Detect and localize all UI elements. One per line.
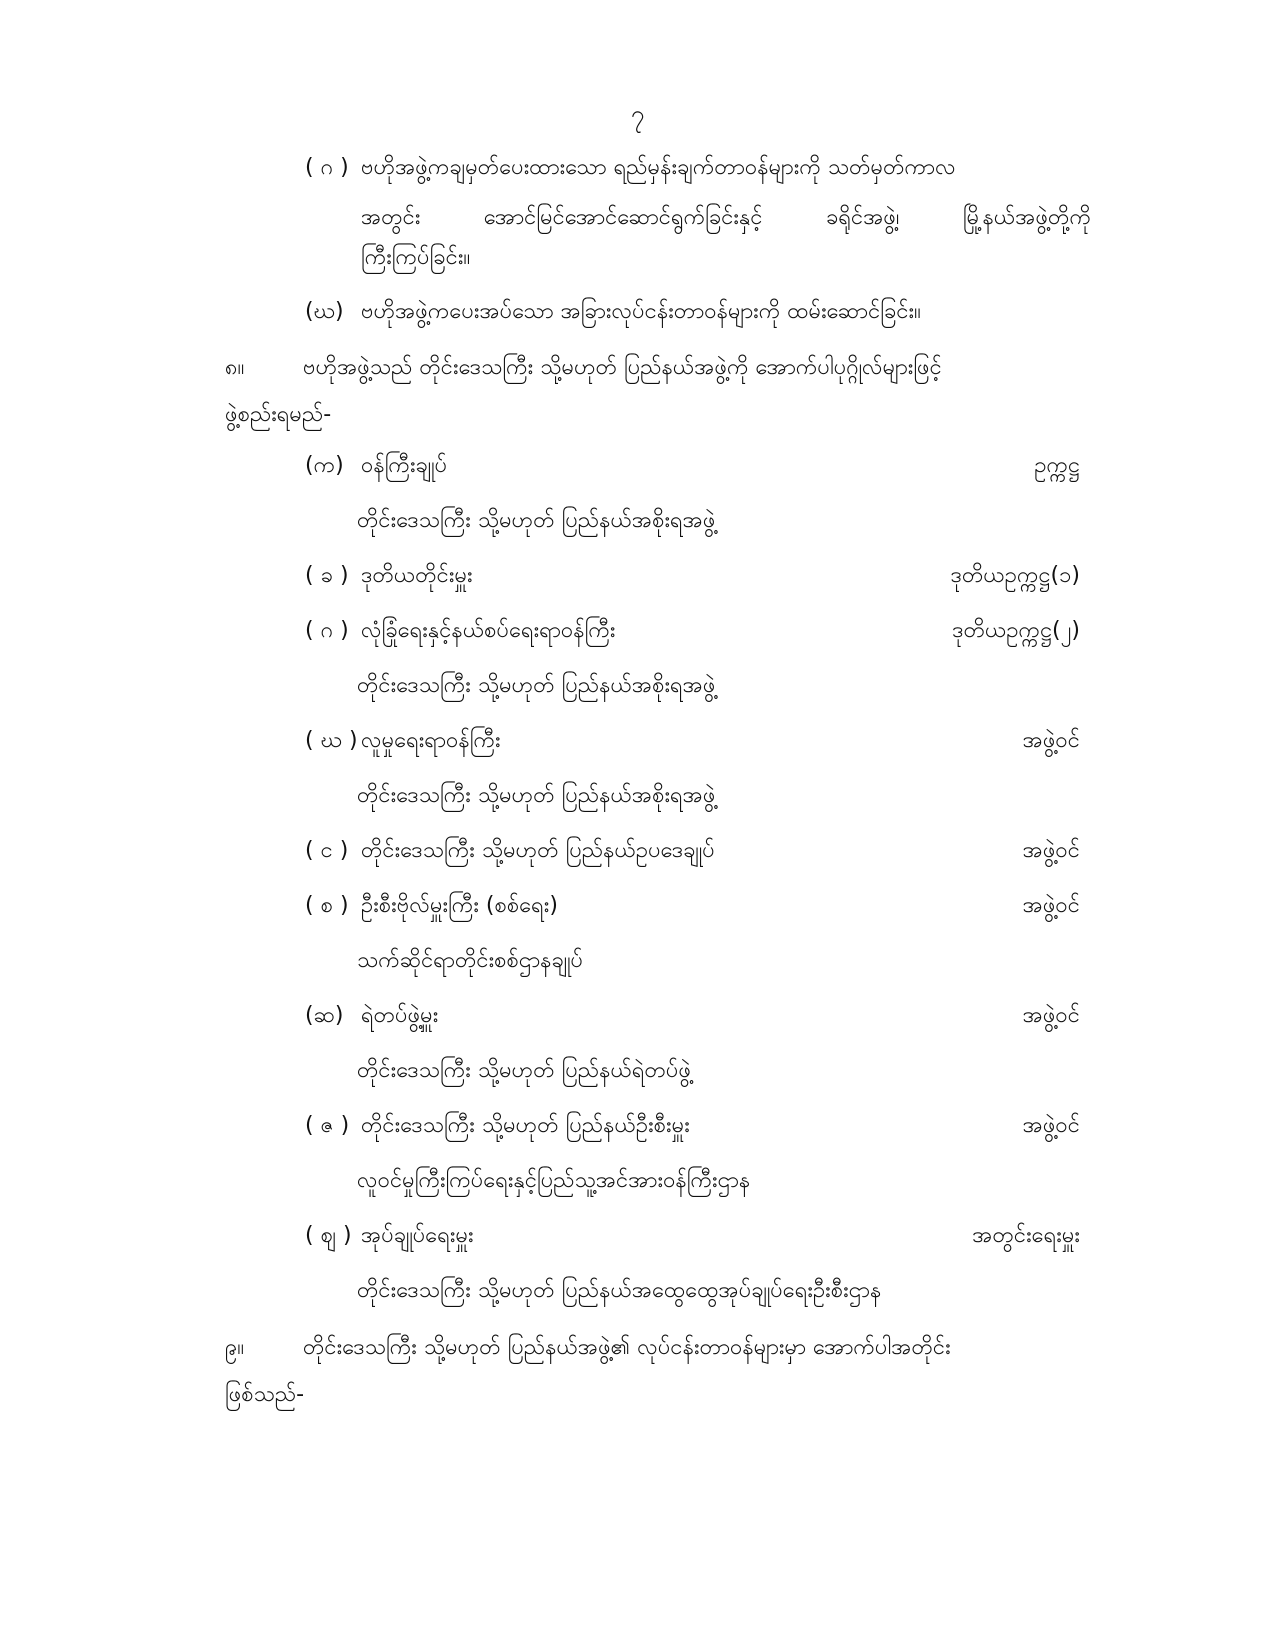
member-role: ဥက္ကဋ္ဌ	[1034, 453, 1080, 478]
sub-item-text: ဗဟိုအဖွဲ့ကချမှတ်ပေးထားသော ရည်မှန်းချက်တာဝန်များကို သတ်မှတ်ကာလ	[361, 155, 956, 180]
member-label: (က)	[305, 453, 344, 478]
member-label: ( ဂ )	[305, 618, 349, 643]
member-department: တိုင်းဒေသကြီး သို့မဟုတ် ပြည်နယ်အထွေထွေအုပ်ချုပ်ရေးဦးစီးဌာန	[357, 1278, 882, 1303]
member-title: တိုင်းဒေသကြီး သို့မဟုတ် ပြည်နယ်ဦးစီးမှူး	[361, 1113, 690, 1138]
member-label: ( င )	[305, 838, 349, 863]
member-department: တိုင်းဒေသကြီး သို့မဟုတ် ပြည်နယ်ရဲတပ်ဖွဲ့	[357, 1058, 692, 1083]
member-label: ( ဈ )	[305, 1223, 352, 1248]
member-label: (ဆ)	[305, 1003, 344, 1028]
sub-item-gha	[305, 297, 921, 327]
member-label: ( စ )	[305, 893, 349, 918]
section-text: တိုင်းဒေသကြီး သို့မဟုတ် ပြည်နယ်အဖွဲ့၏ လုပ်ငန်းတာဝန်များမှာ အောက်ပါအတိုင်း	[303, 1335, 951, 1360]
member-role: အဖွဲ့ဝင်	[1022, 1003, 1080, 1028]
member-ka	[305, 451, 447, 481]
member-label: ( ဃ )	[305, 728, 358, 753]
member-department: တိုင်းဒေသကြီး သို့မဟုတ် ပြည်နယ်အစိုးရအဖွဲ့	[357, 673, 716, 698]
member-department: သက်ဆိုင်ရာတိုင်းစစ်ဌာနချုပ်	[357, 948, 584, 973]
member-label: ( ခ )	[305, 563, 349, 588]
member-role: အဖွဲ့ဝင်	[1022, 838, 1080, 863]
section-9-line-2: ဖြစ်သည်-	[225, 1382, 305, 1407]
sub-item-ga-line-2: အတွင်း အောင်မြင်အောင်ဆောင်ရွက်ခြင်းနှင့် ခရိုင်အဖွဲ့၊ မြို့နယ်အဖွဲ့တို့ကို	[361, 205, 1091, 230]
member-za	[305, 1111, 690, 1141]
member-department: တိုင်းဒေသကြီး သို့မဟုတ် ပြည်နယ်အစိုးရအဖွဲ့	[357, 508, 716, 533]
member-role: အဖွဲ့ဝင်	[1022, 728, 1080, 753]
member-title: ဒုတိယတိုင်းမှူး	[361, 563, 473, 588]
member-role: ဒုတိယဥက္ကဋ္ဌ(၂)	[952, 618, 1080, 643]
sub-item-text: ဗဟိုအဖွဲ့ကပေးအပ်သော အခြားလုပ်ငန်းတာဝန်များကို ထမ်းဆောင်ခြင်း။	[361, 299, 921, 324]
sub-item-label: ( ဂ )	[305, 155, 349, 180]
member-department: လူဝင်မှုကြီးကြပ်ရေးနှင့်ပြည်သူ့အင်အားဝန်ကြီးဌာန	[357, 1168, 751, 1193]
member-role: အဖွဲ့ဝင်	[1022, 893, 1080, 918]
member-hsa	[305, 1001, 438, 1031]
member-department: တိုင်းဒေသကြီး သို့မဟုတ် ပြည်နယ်အစိုးရအဖွဲ့	[357, 783, 716, 808]
member-label: ( ဇ )	[305, 1113, 350, 1138]
section-8-line-1	[225, 353, 942, 383]
member-zha	[305, 1221, 474, 1251]
section-text: ဗဟိုအဖွဲ့သည် တိုင်းဒေသကြီး သို့မဟုတ် ပြည်နယ်အဖွဲ့ကို အောက်ပါပုဂ္ဂိုလ်များဖြင့်	[303, 355, 942, 380]
member-role: အဖွဲ့ဝင်	[1022, 1113, 1080, 1138]
member-gha	[305, 726, 501, 756]
member-title: အုပ်ချုပ်ရေးမှူး	[361, 1223, 474, 1248]
member-title: ဦးစီးဗိုလ်မှူးကြီး (စစ်ရေး)	[361, 893, 558, 918]
member-title: လူမှုရေးရာဝန်ကြီး	[361, 728, 501, 753]
section-number: ၉။	[225, 1335, 245, 1360]
sub-item-ga-line-3: ကြီးကြပ်ခြင်း။	[361, 245, 471, 270]
member-role: အတွင်းရေးမှူး	[972, 1223, 1080, 1248]
member-title: ဝန်ကြီးချုပ်	[361, 453, 448, 478]
section-9-line-1	[225, 1333, 951, 1363]
section-number: ၈။	[225, 355, 245, 380]
member-title: ရဲတပ်ဖွဲ့မှူး	[361, 1003, 439, 1028]
member-title: လုံခြုံရေးနှင့်နယ်စပ်ရေးရာဝန်ကြီး	[361, 618, 616, 643]
sub-item-ga-line-1	[305, 153, 956, 183]
member-title: တိုင်းဒေသကြီး သို့မဟုတ် ပြည်နယ်ဥပဒေချုပ်	[361, 838, 715, 863]
section-8-line-2: ဖွဲ့စည်းရမည်-	[225, 402, 332, 427]
page-number: ၇	[630, 100, 645, 128]
member-nga	[305, 836, 715, 866]
member-sa	[305, 891, 558, 921]
member-ga	[305, 616, 615, 646]
sub-item-label: (ဃ)	[305, 299, 344, 324]
member-kha	[305, 561, 473, 591]
member-role: ဒုတိယဥက္ကဋ္ဌ(၁)	[950, 563, 1080, 588]
